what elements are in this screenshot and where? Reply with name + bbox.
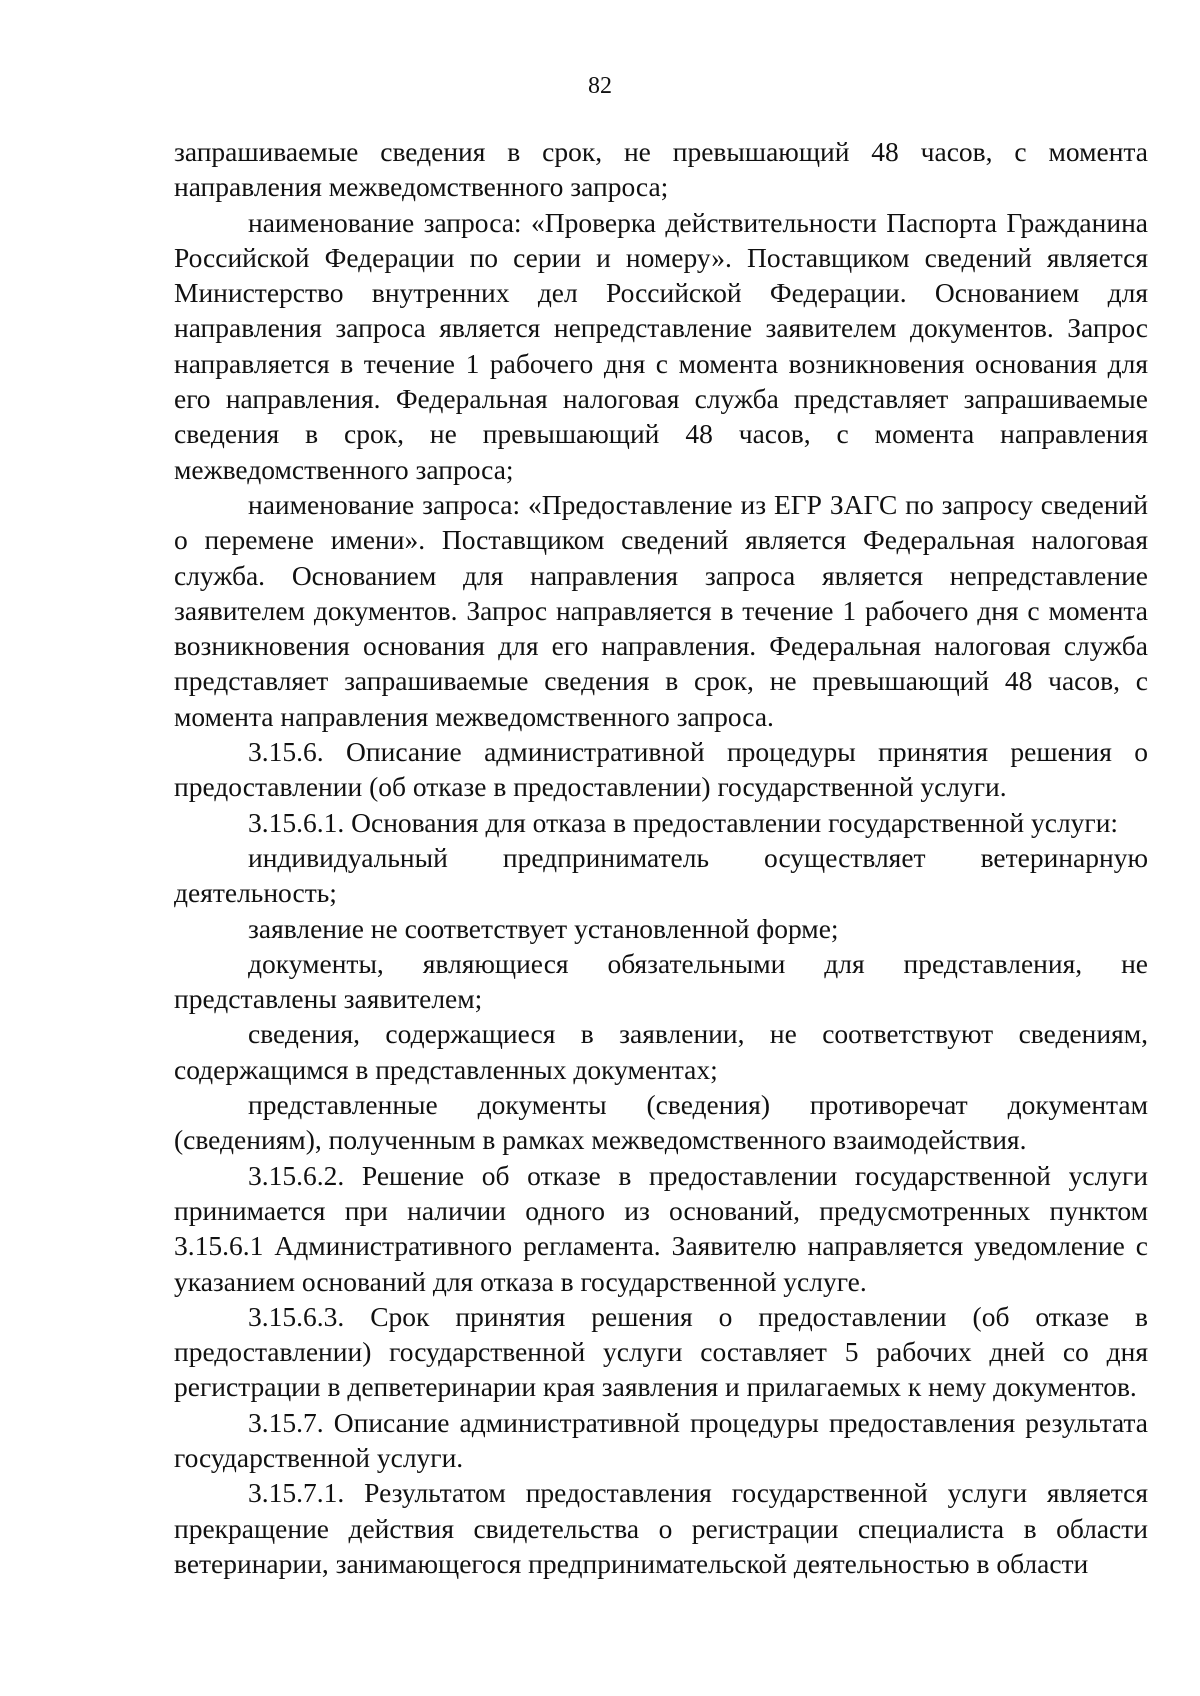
page-number: 82 bbox=[588, 73, 612, 99]
document-body bbox=[174, 134, 1148, 1581]
section-heading-3-15-7: 3.15.7. Описание административной процедуры предоставления результата государственной услуги. bbox=[174, 1406, 1148, 1473]
paragraph: наименование запроса: «Проверка действительности Паспорта Гражданина Российской Федерации по серии и номеру». Поставщиком сведений является Министерство внутренних дел Российской Федерации. Основанием для направления запроса является непредставление заявителем документов. Запрос направляется в течение 1 рабочего дня с момента возникновения основания для его направления. Федеральная налоговая служба представляет запрашиваемые сведения в срок, не превышающий 48 часов, с момента направления межведомственного запроса; bbox=[174, 206, 1148, 485]
section-heading-3-15-7-1: 3.15.7.1. Результатом предоставления государственной услуги является прекращение действия свидетельства о регистрации специалиста в области ветеринарии, занимающегося предпринимательской деятельностью в области bbox=[174, 1477, 1148, 1579]
section-heading-3-15-6-3: 3.15.6.3. Срок принятия решения о предоставлении (об отказе в предоставлении) государственной услуги составляет 5 рабочих дней со дня регистрации в депветеринарии края заявления и прилагаемых к нему документов. bbox=[174, 1300, 1148, 1403]
section-heading-3-15-6-1: 3.15.6.1. Основания для отказа в предоставлении государственной услуги: bbox=[248, 806, 1119, 838]
section-heading-3-15-6-2: 3.15.6.2. Решение об отказе в предоставлении государственной услуги принимается при наличии одного из оснований, предусмотренных пунктом 3.15.6.1 Административного регламента. Заявителю направляется уведомление с указанием оснований для отказа в государственной услуге. bbox=[174, 1159, 1148, 1297]
list-item: заявление не соответствует установленной форме; bbox=[248, 912, 839, 944]
list-item: документы, являющиеся обязательными для представления, не представлены заявителем; bbox=[174, 947, 1148, 1015]
list-item: сведения, содержащиеся в заявлении, не соответствуют сведениям, содержащимся в представленных документах; bbox=[174, 1018, 1148, 1085]
list-item: индивидуальный предприниматель осуществляет ветеринарную деятельность; bbox=[174, 841, 1148, 909]
paragraph: наименование запроса: «Предоставление из ЕГР ЗАГС по запросу сведений о перемене имени». Поставщиком сведений является Федеральная налоговая служба. Основанием для направления запроса является непредставление заявителем документов. Запрос направляется в течение 1 рабочего дня с момента возникновения основания для его направления. Федеральная налоговая служба представляет запрашиваемые сведения в срок, не превышающий 48 часов, с момента направления межведомственного запроса. bbox=[174, 488, 1148, 732]
list-item: представленные документы (сведения) противоречат документам (сведениям), полученным в рамках межведомственного взаимодействия. bbox=[174, 1089, 1148, 1156]
section-heading-3-15-6: 3.15.6. Описание административной процедуры принятия решения о предоставлении (об отказе в предоставлении) государственной услуги. bbox=[174, 736, 1148, 803]
paragraph: запрашиваемые сведения в срок, не превышающий 48 часов, с момента направления межведомственного запроса; bbox=[174, 136, 1148, 203]
